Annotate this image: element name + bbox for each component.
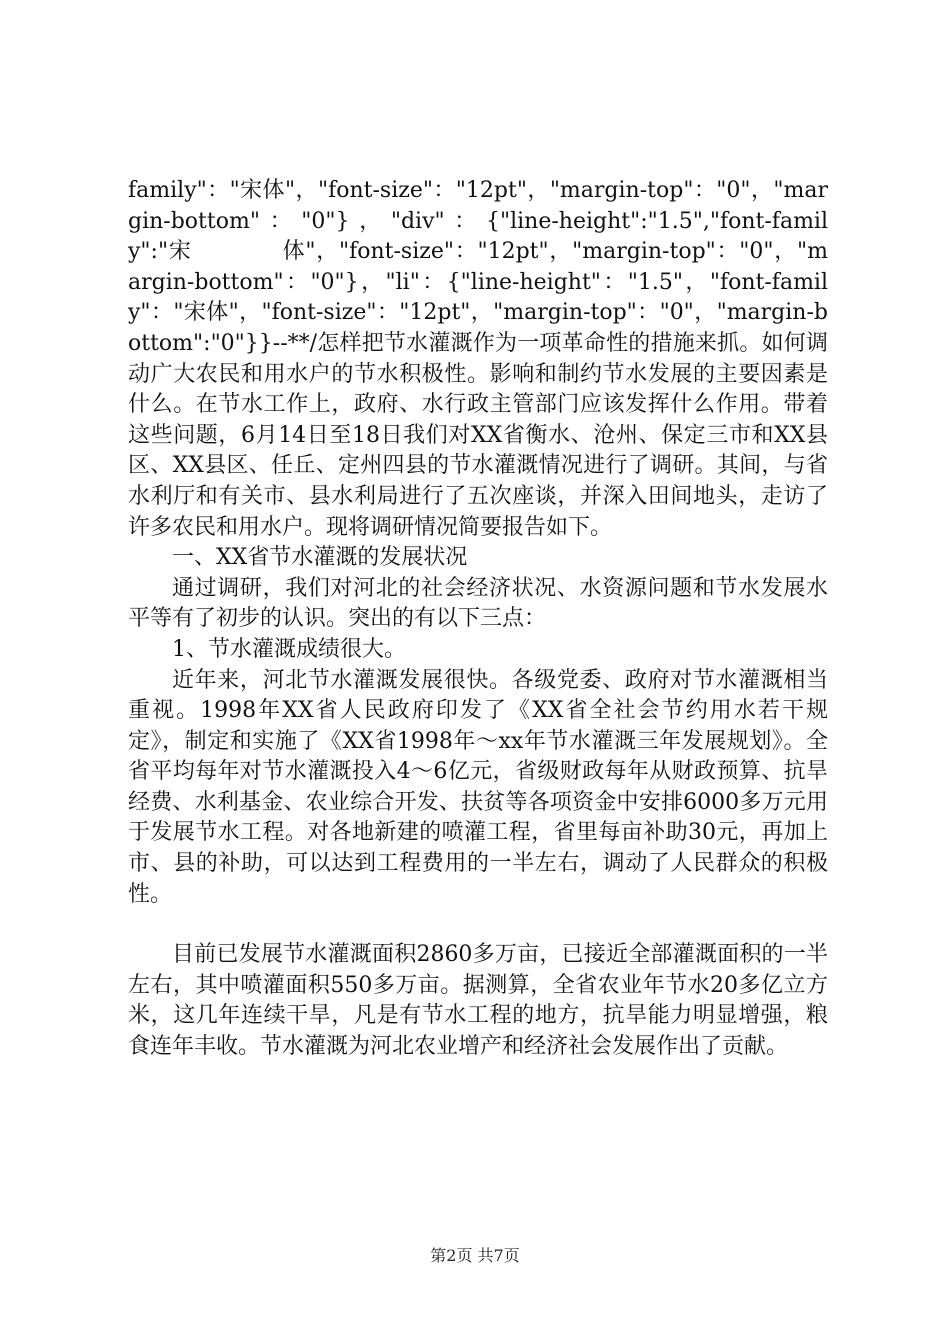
- body-paragraph-3: 近年来，河北节水灌溉发展很快。各级党委、政府对节水灌溉相当重视。1998年XX省人民政府印发了《XX省全社会节约用水若干规定》，制定和实施了《XX省1998年～xx年节水灌溉三年发展规划》。全省平均每年对节水灌溉投入4～6亿元，省级财政每年从财政预算、抗旱经费、水利基金、农业综合开发、扶贫等各项资金中安排6000多万元用于发展节水工程。对各地新建的喷灌工程，省里每亩补助30元，再加上市、县的补助，可以达到工程费用的一半左右，调动了人民群众的积极性。: [128, 667, 828, 907]
- body-paragraph-1: family"："宋体"，"font-size"："12pt"，"margin-top"："0"，"margin-bottom"："0"}，"div"：{"line-height":"1.5","font-family":"宋 体"，"font-size"："12pt"，"margin-top"："0"，"margin-bottom"："0"}，"li"：{"line-height"："1.5"，"font-family"："宋体"，"font-size"："12pt"，"margin-top"："0"，"margin-bottom":"0"}}--**/怎样把节水灌溉作为一项革命性的措施来抓。如何调动广大农民和用水户的节水积极性。影响和制约节水发展的主要因素是什么。在节水工作上，政府、水行政主管部门应该发挥什么作用。带着这些问题，6月14日至18日我们对XX省衡水、沧州、保定三市和XX县区、XX县区、任丘、定州四县的节水灌溉情况进行了调研。其间，与省水利厅和有关市、县水利局进行了五次座谈，并深入田间地头，走访了许多农民和用水户。现将调研情况简要报告如下。: [128, 178, 828, 540]
- body-paragraph-2: 通过调研，我们对河北的社会经济状况、水资源问题和节水发展水平等有了初步的认识。突出的有以下三点：: [128, 575, 828, 632]
- body-paragraph-4: 目前已发展节水灌溉面积2860多万亩，已接近全部灌溉面积的一半左右，其中喷灌面积550多万亩。据测算，全省农业年节水20多亿立方米，这几年连续干旱，凡是有节水工程的地方，抗旱能力明显增强，粮食连年丰收。节水灌溉为河北农业增产和经济社会发展作出了贡献。: [128, 942, 828, 1060]
- document-body: [128, 176, 828, 1063]
- page-number-footer: 第2页 共7页: [430, 1246, 520, 1265]
- section-heading: 一、XX省节水灌溉的发展状况: [172, 545, 468, 571]
- subsection-heading: 1、节水灌溉成绩很大。: [172, 636, 406, 662]
- paragraph-spacer: [128, 910, 828, 940]
